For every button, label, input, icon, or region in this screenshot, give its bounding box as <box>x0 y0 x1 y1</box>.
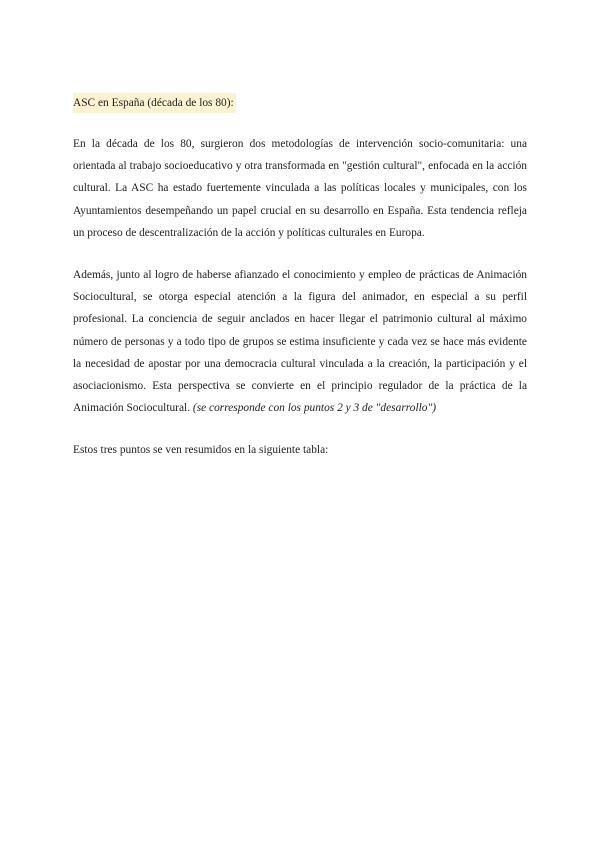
document-content <box>73 92 527 482</box>
paragraph-animator-profile-text: Además, junto al logro de haberse afianzado el conocimiento y empleo de prácticas de Animación Sociocultural, se otorga especial atención a la figura del animador, en especial a su perfil profesional. La conciencia de seguir anclados en hacer llegar el patrimonio cultural al máximo número de personas y a todo tipo de grupos se estima insuficiente y cada vez se hace más evidente la necesidad de apostar por una democracia cultural vinculada a la creación, la participación y el asociacionismo. Esta perspectiva se convierte en el principio regulador de la práctica de la Animación Sociocultural. <box>73 269 527 415</box>
paragraph-animator-profile <box>73 264 527 419</box>
paragraph-table-intro: Estos tres puntos se ven resumidos en la siguiente tabla: <box>73 444 329 457</box>
paragraph-decade-80s: En la década de los 80, surgieron dos metodologías de intervención socio-comunitaria: una orientada al trabajo socioeducativo y otra transformada en "gestión cultural", enfocada en la acción cultural. La ASC ha estado fuertemente vinculada a las políticas locales y municipales, con los Ayuntamientos desempeñando un papel crucial en su desarrollo en España. Esta tendencia refleja un proceso de descentralización de la acción y políticas culturales en Europa. <box>73 138 527 239</box>
section-heading: ASC en España (década de los 80): <box>73 93 236 113</box>
paragraph-reference-note: (se corresponde con los puntos 2 y 3 de "desarrollo") <box>192 402 437 415</box>
